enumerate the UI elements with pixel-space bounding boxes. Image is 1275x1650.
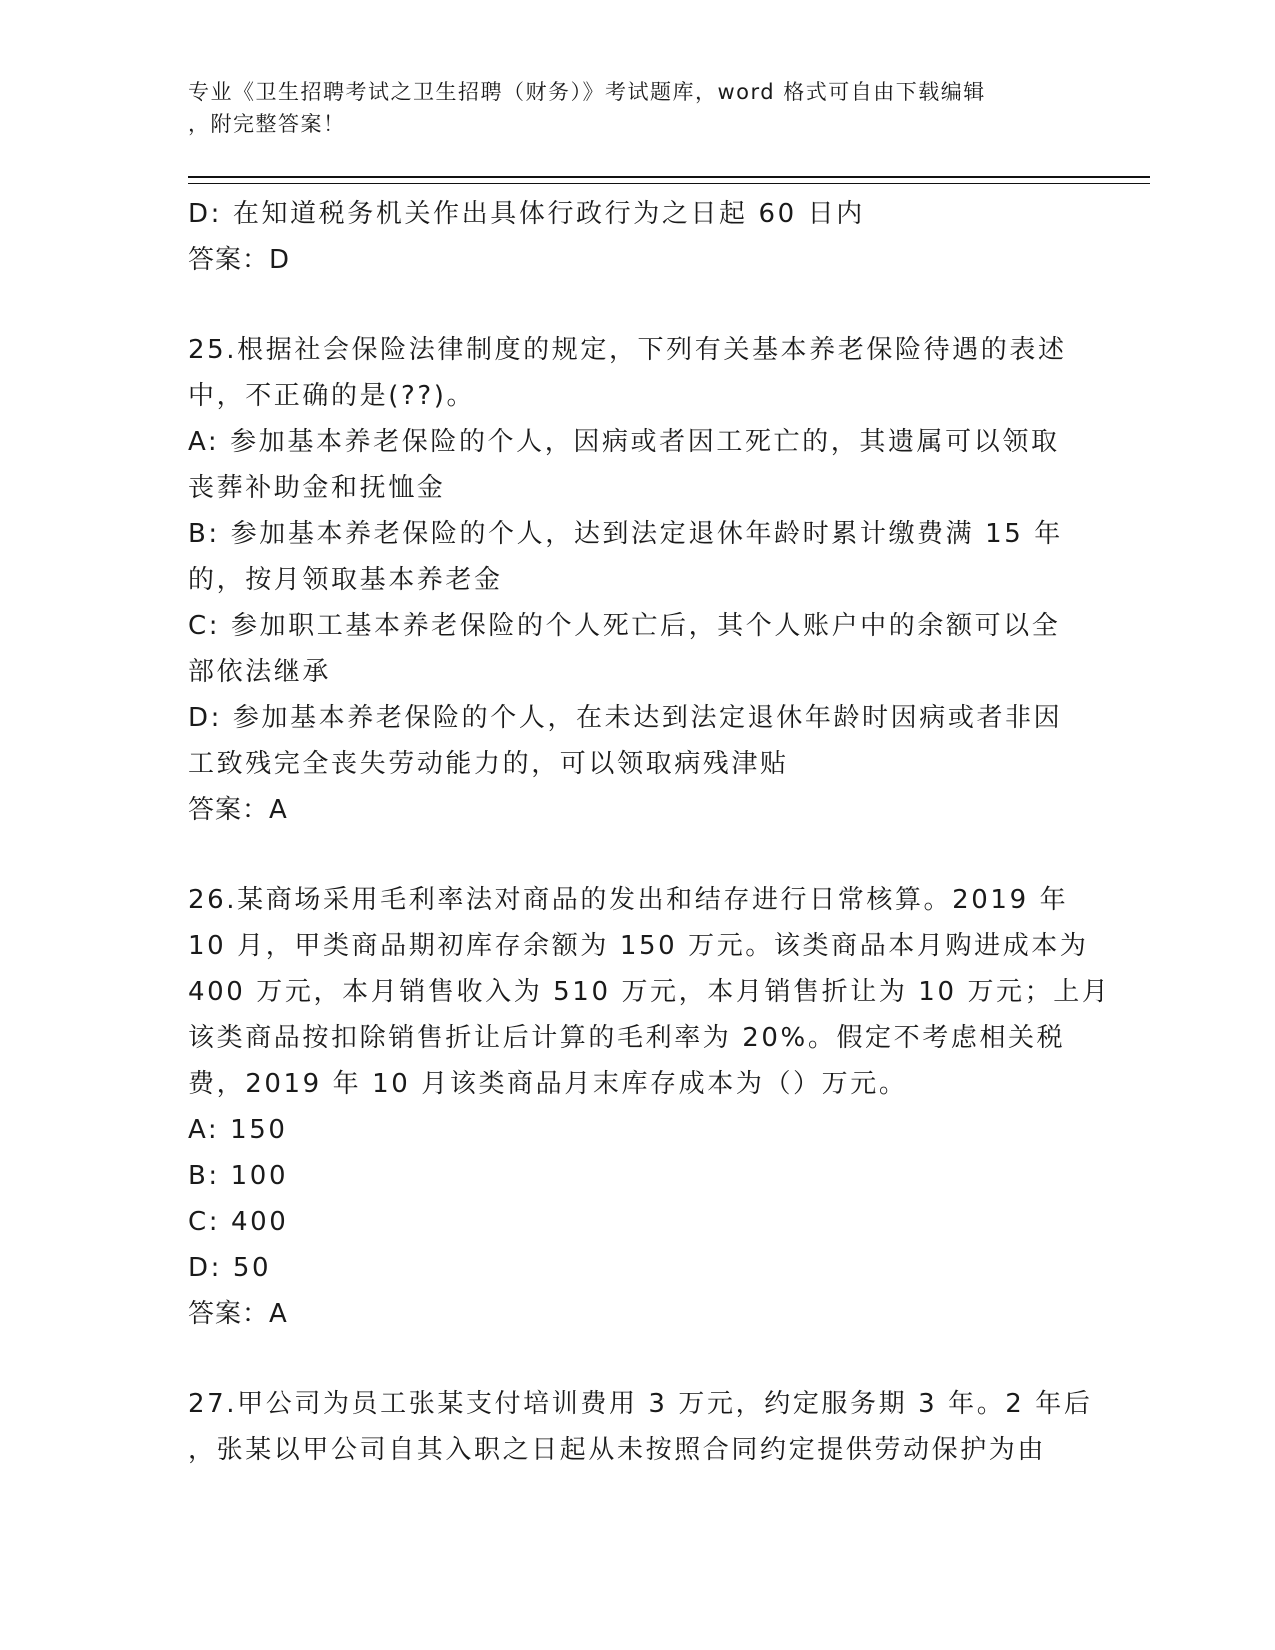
q25-option-a-cont: 丧葬补助金和抚恤金: [188, 473, 446, 503]
header-line: ，附完整答案！: [188, 112, 346, 136]
q25-stem-line: 25.根据社会保险法律制度的规定，下列有关基本养老保险待遇的表述: [188, 335, 1067, 365]
q26-answer: 答案：A: [188, 1299, 288, 1329]
q27-stem-line: ，张某以甲公司自其入职之日起从未按照合同约定提供劳动保护为由: [188, 1435, 1047, 1465]
header-line: 专业《卫生招聘考试之卫生招聘（财务）》考试题库，word 格式可自由下载编辑: [188, 80, 986, 104]
prev-option-d: D: 在知道税务机关作出具体行政行为之日起 60 日内: [188, 199, 865, 229]
header-rule-thin: [188, 183, 1150, 184]
q25-option-d-cont: 工致残完全丧失劳动能力的，可以领取病残津贴: [188, 749, 789, 779]
q25-option-c-cont: 部依法继承: [188, 657, 332, 687]
q26-option-a: A: 150: [188, 1115, 288, 1145]
q25-stem-line: 中，不正确的是(??)。: [188, 381, 476, 411]
spacer: [188, 1337, 1088, 1381]
document-body: [188, 191, 1111, 1473]
q25-option-b: B: 参加基本养老保险的个人，达到法定退休年龄时累计缴费满 15 年: [188, 519, 1063, 549]
q25-option-c: C: 参加职工基本养老保险的个人死亡后，其个人账户中的余额可以全: [188, 611, 1061, 641]
question-27: [188, 1381, 1093, 1473]
question-26: [188, 877, 1111, 1337]
spacer: [188, 283, 1088, 327]
q25-option-a: A: 参加基本养老保险的个人，因病或者因工死亡的，其遗属可以领取: [188, 427, 1060, 457]
spacer: [188, 833, 1088, 877]
q26-stem-line: 10 月，甲类商品期初库存余额为 150 万元。该类商品本月购进成本为: [188, 931, 1089, 961]
q25-option-d: D: 参加基本养老保险的个人，在未达到法定退休年龄时因病或者非因: [188, 703, 1063, 733]
header-rule-thick: [188, 176, 1150, 178]
q26-stem-line: 该类商品按扣除销售折让后计算的毛利率为 20%。假定不考虑相关税: [188, 1023, 1066, 1053]
q25-option-b-cont: 的，按月领取基本养老金: [188, 565, 503, 595]
q26-option-c: C: 400: [188, 1207, 289, 1237]
question-25: [188, 327, 1088, 833]
q26-stem-line: 费，2019 年 10 月该类商品月末库存成本为（）万元。: [188, 1069, 908, 1099]
q26-option-b: B: 100: [188, 1161, 289, 1191]
document-header: [188, 76, 1068, 140]
q26-option-d: D: 50: [188, 1253, 272, 1283]
q27-stem-line: 27.甲公司为员工张某支付培训费用 3 万元，约定服务期 3 年。2 年后: [188, 1389, 1093, 1419]
q26-stem-line: 400 万元，本月销售收入为 510 万元，本月销售折让为 10 万元；上月: [188, 977, 1111, 1007]
prev-answer: 答案：D: [188, 245, 291, 275]
q25-answer: 答案：A: [188, 795, 288, 825]
q26-stem-line: 26.某商场采用毛利率法对商品的发出和结存进行日常核算。2019 年: [188, 885, 1069, 915]
